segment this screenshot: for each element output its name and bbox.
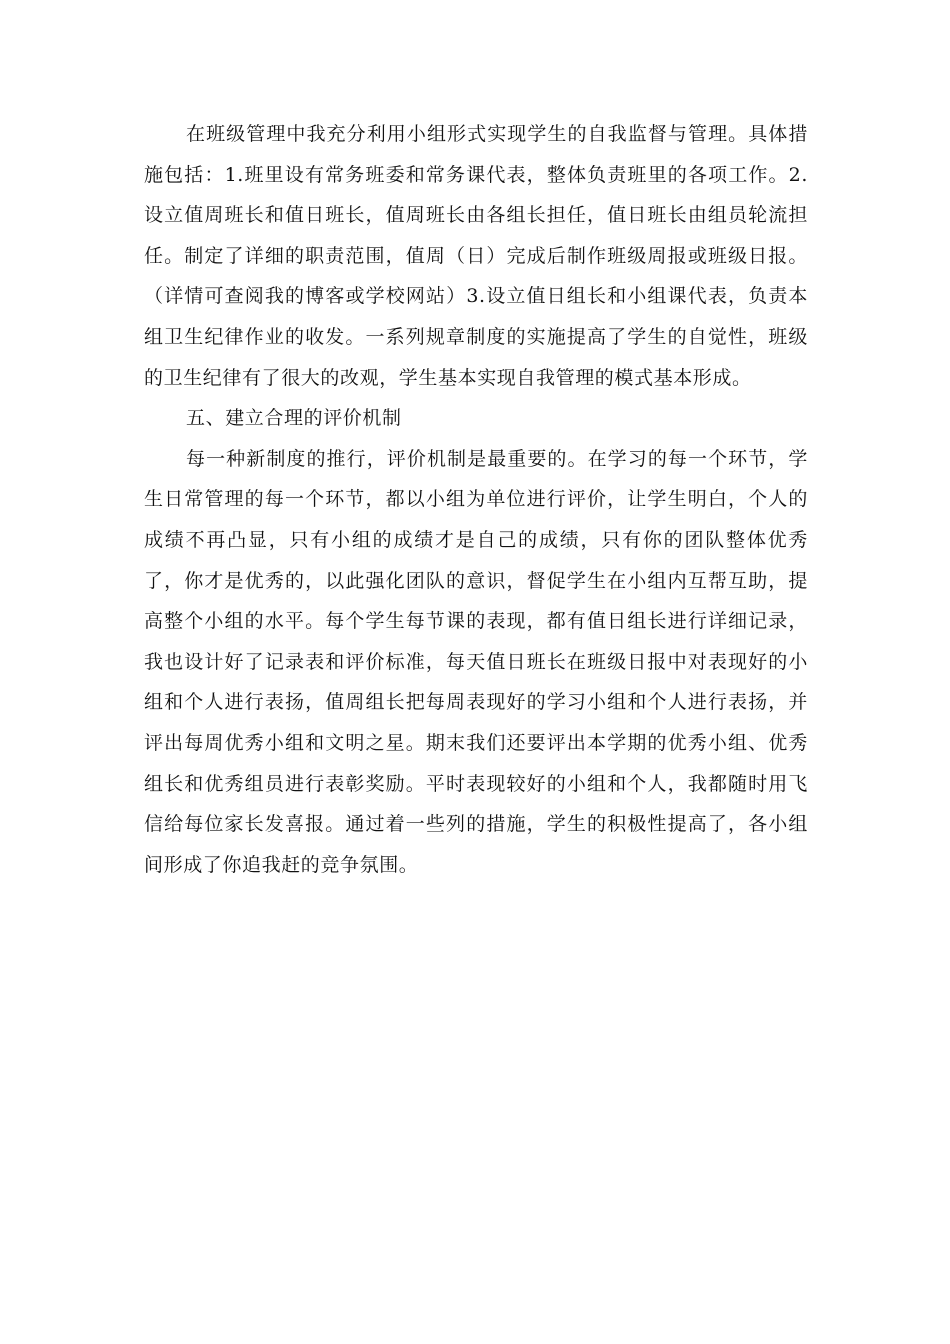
section-heading-evaluation: 五、建立合理的评价机制 <box>186 407 402 430</box>
document-body <box>144 114 808 885</box>
paragraph-group-management: 在班级管理中我充分利用小组形式实现学生的自我监督与管理。具体措施包括：1.班里设有常务班委和常务课代表，整体负责班里的各项工作。2.设立值周班长和值日班长，值周班长由各组长担任，值日班长由组员轮流担任。制定了详细的职责范围，值周（日）完成后制作班级周报或班级日报。（详情可查阅我的博客或学校网站）3.设立值日组长和小组课代表，负责本组卫生纪律作业的收发。一系列规章制度的实施提高了学生的自觉性，班级的卫生纪律有了很大的改观，学生基本实现自我管理的模式基本形成。 <box>144 123 808 389</box>
paragraph-evaluation-mechanism: 每一种新制度的推行，评价机制是最重要的。在学习的每一个环节，学生日常管理的每一个环节，都以小组为单位进行评价，让学生明白，个人的成绩不再凸显，只有小组的成绩才是自己的成绩，只有你的团队整体优秀了，你才是优秀的，以此强化团队的意识，督促学生在小组内互帮互助，提高整个小组的水平。每个学生每节课的表现，都有值日组长进行详细记录，我也设计好了记录表和评价标准，每天值日班长在班级日报中对表现好的小组和个人进行表扬，值周组长把每周表现好的学习小组和个人进行表扬，并评出每周优秀小组和文明之星。期末我们还要评出本学期的优秀小组、优秀组长和优秀组员进行表彰奖励。平时表现较好的小组和个人，我都随时用飞信给每位家长发喜报。通过着一些列的措施，学生的积极性提高了，各小组间形成了你追我赶的竞争氛围。 <box>144 447 808 876</box>
